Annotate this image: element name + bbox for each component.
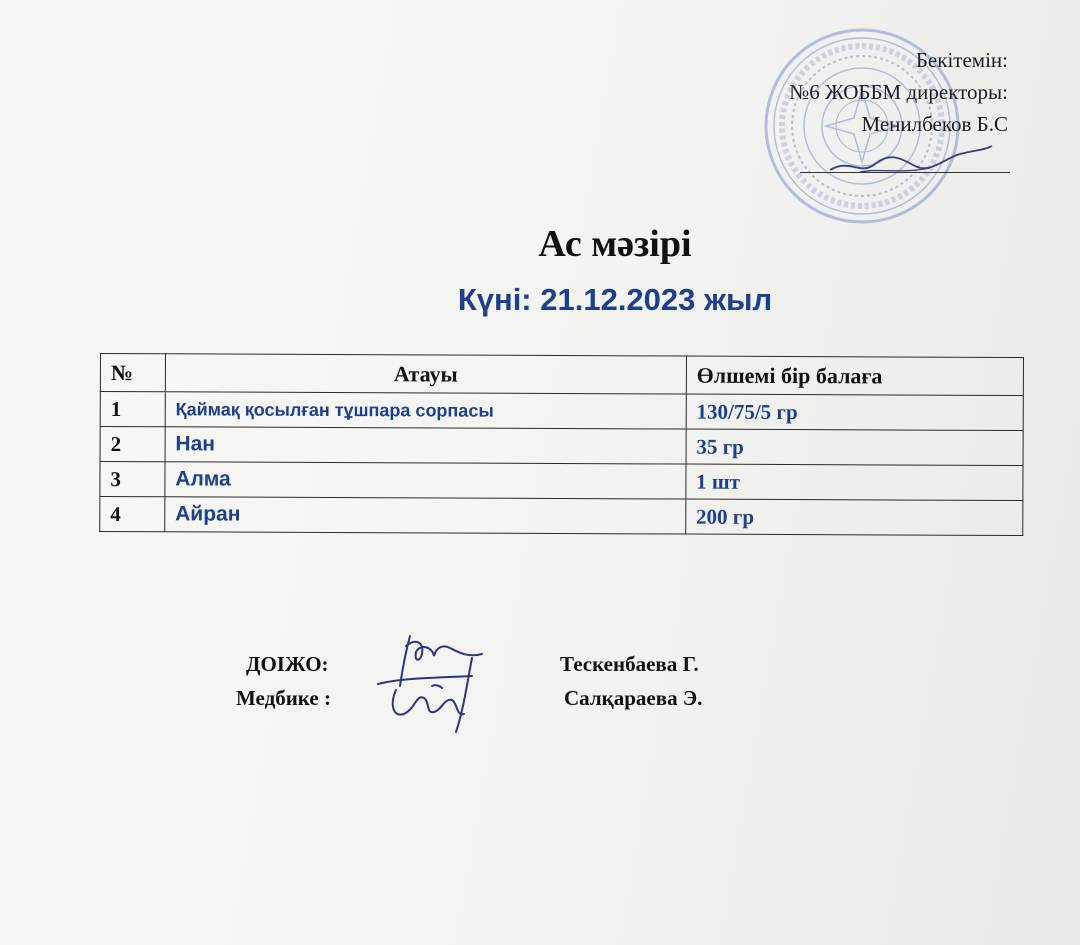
approval-block [789,44,1008,140]
row-dish-name: Қаймақ қосылған тұшпара сорпасы [165,392,686,429]
table-header-row [100,354,1023,396]
name-nurse: Салқараева Э. [564,686,703,710]
row-portion: 1 шт [686,464,1023,500]
row-number: 4 [100,497,165,532]
row-number: 2 [100,427,165,462]
role-nurse: Медбике : [236,686,331,710]
handwritten-signatures [372,628,522,738]
approval-label: Бекітемін: [915,48,1008,72]
name-doizho: Тескенбаева Г. [560,652,699,676]
director-position: №6 ЖОББМ директоры: [789,80,1008,104]
director-name: Менилбеков Б.С [861,112,1008,136]
table-row [100,427,1023,466]
row-number: 3 [100,462,165,497]
header-number: № [100,354,165,392]
page-title: Ас мәзірі [538,223,692,265]
director-signature [820,128,1000,188]
header-name: Атауы [165,354,686,394]
row-number: 1 [100,392,165,427]
signoff-names [560,647,702,715]
row-dish-name: Айран [165,497,686,534]
row-portion: 130/75/5 гр [686,394,1023,430]
row-dish-name: Нан [165,427,686,464]
role-doizho: ДОІЖО: [246,652,329,676]
table-row [100,497,1023,536]
signoff-roles [236,647,331,715]
row-portion: 35 гр [686,429,1023,465]
table-row [100,392,1023,431]
row-portion: 200 гр [685,499,1022,535]
menu-table [99,353,1024,536]
menu-date: Күні: 21.12.2023 жыл [457,282,773,317]
row-dish-name: Алма [165,462,686,499]
table-row [100,462,1023,501]
header-portion: Өлшемі бір балаға [686,356,1023,395]
